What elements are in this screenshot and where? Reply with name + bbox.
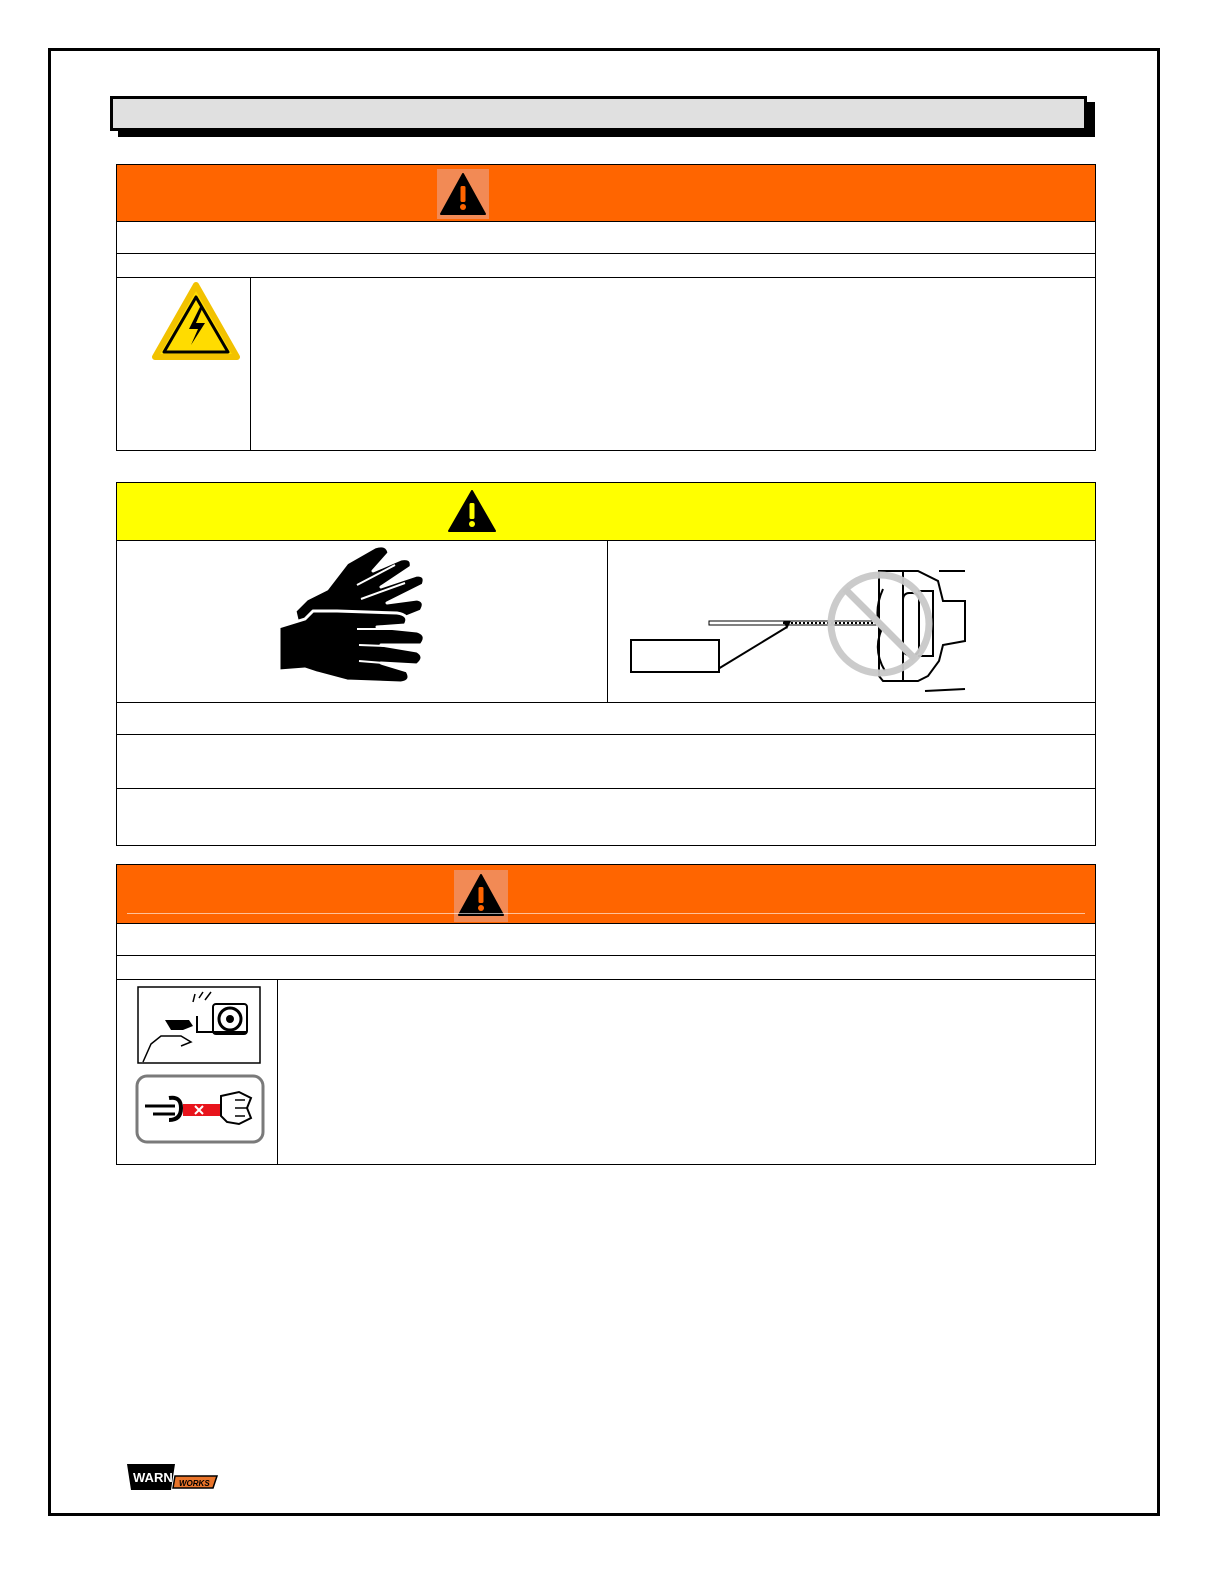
pictogram-cell [117, 980, 277, 1164]
text-row [117, 788, 1095, 846]
danger-banner [117, 865, 1095, 923]
exclamation-triangle-icon [439, 171, 487, 217]
pictogram-row [117, 540, 1095, 702]
exclamation-triangle-icon [447, 488, 497, 534]
electric-shock-icon [151, 281, 241, 363]
logo-tag: WORKS [179, 1479, 210, 1488]
cable-hook-prohibited-icon [703, 561, 973, 701]
text-row [117, 734, 1095, 788]
gloves-cell [117, 541, 607, 702]
pictogram-row [117, 979, 1095, 1164]
pictogram-row [117, 277, 1095, 450]
caution-block-gloves [116, 482, 1096, 846]
hand-pinch-drum-icon [137, 986, 261, 1064]
pictogram-cell [117, 278, 250, 450]
text-row [117, 955, 1095, 979]
danger-banner [117, 165, 1095, 221]
hand-cable-pinch-icon [135, 1074, 265, 1144]
caution-banner [117, 483, 1095, 540]
message-cell [277, 980, 1095, 1164]
text-row [117, 923, 1095, 955]
gloves-icon [277, 541, 437, 691]
callout-label-box [630, 639, 720, 673]
text-row [117, 253, 1095, 277]
logo-text: WARN [133, 1470, 173, 1485]
warn-works-logo [125, 1462, 220, 1492]
message-cell [250, 278, 1095, 450]
cable-hook-cell [607, 541, 1095, 702]
exclamation-triangle-icon [457, 872, 505, 918]
text-row [117, 702, 1095, 734]
danger-block-pinch [116, 864, 1096, 1165]
danger-block-electrical [116, 164, 1096, 451]
text-row [117, 221, 1095, 253]
section-header [110, 96, 1087, 131]
